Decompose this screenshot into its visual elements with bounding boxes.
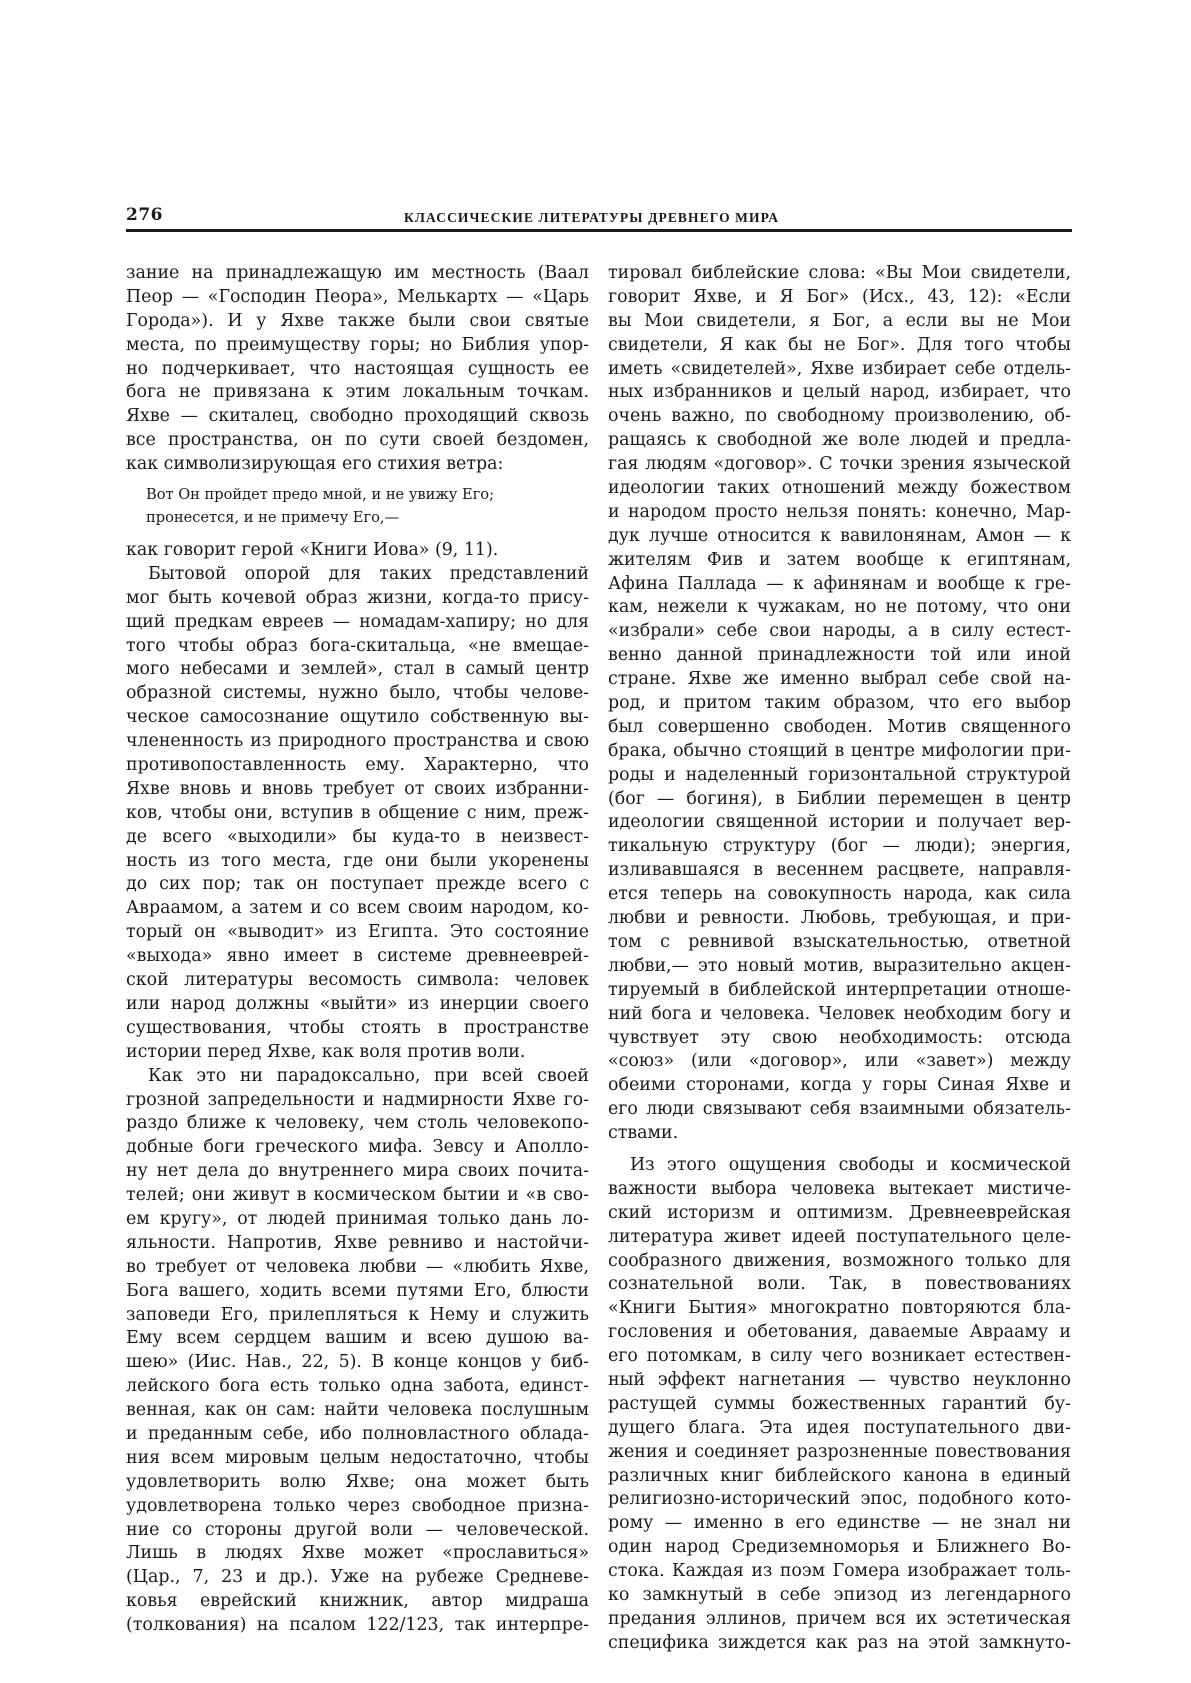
text-line: специфика зиждется как раз на этой замкнуто- [608, 1632, 1071, 1653]
text-line: бога не привязана к этим локальным точкам. [126, 382, 589, 403]
text-line: мого небесами и землей», стал в самый центр [126, 659, 589, 680]
text-line: существования, чтобы стоять в пространстве [126, 1017, 589, 1038]
left-column [126, 262, 589, 1638]
text-line: но подчеркивает, что настоящая сущность ее [126, 358, 589, 379]
text-line: удовлетворена только через свободное призна- [126, 1495, 589, 1516]
text-line: ков, чтобы они, вступив в общение с ним, преж- [126, 802, 589, 823]
text-line: как говорит герой «Книги Иова» (9, 11). [126, 540, 499, 561]
text-line: де всего «выходили» бы куда-то в неизвест- [126, 826, 589, 847]
paragraph-gap [608, 1146, 1071, 1154]
text-line: члененность из природного пространства и свою [126, 731, 589, 752]
text-line: как символизирующая его стихия ветра: [126, 454, 504, 475]
verse-line: пронесется, и не примечу Его,— [146, 509, 400, 527]
text-line: жителям Фив и затем вообще к египтянам, [608, 549, 1071, 570]
text-line: ем кругу», от людей принимая только дань ло- [126, 1208, 589, 1229]
text-line: тировал библейские слова: «Вы Мои свидетели, [608, 263, 1071, 283]
text-line: «союз» (или «договор», или «завет») между [608, 1051, 1071, 1072]
text-line: Яхве вновь и вновь требует от своих избранни- [126, 778, 589, 799]
text-line: Бога вашего, ходить всеми путями Его, блюсти [126, 1280, 589, 1301]
text-line: тикальную структуру (бог — люди); энергия, [608, 836, 1071, 857]
text-line: «избрали» себе свои народы, а в силу естест- [608, 621, 1071, 642]
text-line: (толкования) на псалом 122/123, так интерпре- [126, 1615, 589, 1636]
text-line: чувствует эту свою необходимость: отсюда [608, 1027, 1071, 1048]
paragraph [126, 563, 589, 1065]
text-line: идеологии священной истории и получает вер- [608, 812, 1071, 833]
text-line: гая людям «договор». С точки зрения языческой [608, 454, 1071, 475]
text-line: рому — именно в его единстве — не знал ни [608, 1513, 1071, 1534]
text-line: ния всем мировым целым недостаточно, чтобы [126, 1447, 589, 1468]
text-line: Авраамом, а затем и со всем своим народом, ко- [126, 898, 589, 919]
text-line: места, по преимуществу горы; но Библия упор- [126, 334, 589, 355]
text-line: все пространства, он по сути своей бездомен, [126, 430, 589, 451]
text-line: растущей суммы божественных гарантий бу- [608, 1393, 1071, 1414]
text-line: Бытовой опорой для таких представлений [148, 563, 589, 584]
text-line: один народ Средиземноморья и Ближнего Во- [608, 1537, 1071, 1558]
text-line: венно данной принадлежности той или иной [608, 645, 1071, 666]
text-line: венная, как он сам: найти человека послушным [126, 1400, 589, 1421]
text-line: религиозно-исторический эпос, подобного кото- [608, 1489, 1071, 1510]
text-line: тируемый в библейской интерпретации отноше- [608, 979, 1071, 1000]
text-line: его люди связывают себя взаимными обязатель- [608, 1099, 1071, 1120]
header-rule [126, 229, 1072, 232]
text-line: жения и соединяет разрозненные повествования [608, 1441, 1071, 1462]
text-line: различных книг библейского канона в единый [608, 1465, 1071, 1486]
text-line: ний бога и человека. Человек необходим богу и [608, 1003, 1071, 1024]
text-line: ется теперь на совокупность народа, как сила [608, 884, 1071, 905]
text-line: Яхве — скиталец, свободно проходящий сквозь [126, 406, 589, 427]
text-line: изливавшаяся в весеннем расцвете, направля- [608, 860, 1071, 881]
text-line: брака, обычно стоящий в центре мифологии при- [608, 740, 1071, 761]
right-column [608, 262, 1071, 1656]
text-line: «выхода» явно имеет в системе древнееврей- [126, 946, 589, 967]
text-line: или народ должны «выйти» из инерции своего [126, 993, 589, 1014]
text-line: предания эллинов, причем вся их эстетическая [608, 1608, 1071, 1629]
text-line: дущего блага. Эта идея поступательного дви- [608, 1417, 1071, 1438]
text-line: яльности. Напротив, Яхве ревниво и настойчи- [126, 1232, 589, 1253]
text-line: до сих пор; так он поступает прежде всего с [126, 874, 589, 895]
text-line: сообразного движения, возможного только для [608, 1250, 1071, 1271]
text-line: Лишь в людях Яхве может «прославиться» [126, 1543, 589, 1564]
text-line: ращаясь к свободной же воле людей и предла- [608, 430, 1071, 451]
text-line: лейского бога есть только одна забота, единст- [126, 1376, 589, 1397]
text-line: очень важно, по свободному произволению, об- [608, 406, 1071, 427]
text-line: свидетели, Я как бы не Бог». Для того чтобы [608, 334, 1071, 355]
text-line: иметь «свидетелей», Яхве избирает себе отдель- [608, 358, 1071, 379]
text-line: ко замкнутый в себе эпизод из легендарного [608, 1584, 1071, 1605]
text-line: раздо ближе к человеку, чем столь человекопо- [126, 1113, 589, 1134]
text-line: Города»). И у Яхве также были свои святые [126, 310, 589, 331]
text-line: вы Мои свидетели, я Бог, а если вы не Мои [608, 310, 1071, 331]
text-line: во требует от человека любви — «любить Яхве, [126, 1256, 589, 1277]
text-line: идеологии таких отношений между божеством [608, 478, 1071, 499]
text-line: ческое самосознание ощутило собственную вы- [126, 707, 589, 728]
text-line: ние со стороны другой воли — человеческой. [126, 1519, 589, 1540]
text-line: обеими сторонами, когда у горы Синая Яхве и [608, 1075, 1071, 1096]
text-line: литература живет идеей поступательного целе- [608, 1226, 1071, 1247]
text-line: Ему всем сердцем вашим и всею душою ва- [126, 1328, 589, 1349]
text-line: любви,— это новый мотив, выразительно акцен- [608, 955, 1071, 976]
text-line: стока. Каждая из поэм Гомера изображает толь- [608, 1561, 1071, 1582]
text-line: и преданным себе, ибо полновластного облада- [126, 1423, 589, 1444]
text-line: род, и притом таким образом, что его выбор [608, 693, 1071, 714]
text-line: щий предкам евреев — номадам-хапиру; но для [126, 611, 589, 632]
text-line: зание на принадлежащую им местность (Ваал [126, 263, 589, 283]
text-line: и народом просто нельзя понять: конечно, Мар- [608, 501, 1071, 522]
text-line: ской литературы весомость символа: человек [126, 970, 589, 991]
text-line: ный эффект нагнетания — чувство неуклонно [608, 1369, 1071, 1390]
text-line: шею» (Иис. Нав., 22, 5). В конце концов у биб- [126, 1352, 589, 1373]
text-line: кам, нежели к чужакам, но не потому, что они [608, 597, 1071, 618]
text-line: противопоставленность ему. Характерно, что [126, 755, 589, 776]
text-line: (Цар., 7, 23 и др.). Уже на рубеже Средневе- [126, 1567, 589, 1588]
text-line: Из этого ощущения свободы и космической [630, 1154, 1071, 1175]
text-line: стране. Яхве же именно выбрал себе свой на- [608, 669, 1071, 690]
text-line: сознательной воли. Так, в повествованиях [608, 1274, 1071, 1295]
running-head-title: КЛАССИЧЕСКИЕ ЛИТЕРАТУРЫ ДРЕВНЕГО МИРА [404, 210, 780, 225]
text-line: Как это ни парадоксально, при всей своей [148, 1065, 589, 1086]
text-line: его потомкам, в силу чего возникает естествен- [608, 1346, 1071, 1367]
text-line: заповеди Его, прилепляться к Нему и служить [126, 1304, 589, 1325]
text-line: ствами. [608, 1123, 679, 1144]
text-line: истории перед Яхве, как воля против воли. [126, 1041, 526, 1062]
verse-quote [126, 483, 589, 529]
text-line: телей; они живут в космическом бытии и «в сво- [126, 1185, 589, 1206]
text-line: говорит Яхве, и Я Бог» (Исх., 43, 12): «Если [608, 286, 1071, 307]
text-line: Афина Паллада — к афинянам и вообще к гре- [608, 573, 1071, 594]
paragraph [126, 262, 589, 477]
text-line: Пеор — «Господин Пеора», Мелькартх — «Царь [126, 286, 589, 307]
verse-line: Вот Он пройдет предо мной, и не увижу Его; [146, 486, 495, 504]
paragraph [608, 1154, 1071, 1656]
text-line: ных избранников и целый народ, избирает, что [608, 382, 1071, 403]
text-line: дук лучше относится к вавилонянам, Амон — к [608, 525, 1071, 546]
paragraph [126, 1065, 589, 1638]
text-line: добные боги греческого мифа. Зевсу и Аполло- [126, 1137, 589, 1158]
text-line: важности выбора человека вытекает мистиче- [608, 1178, 1071, 1199]
text-line: мог быть кочевой образ жизни, когда-то прису- [126, 587, 589, 608]
text-line: ский историзм и оптимизм. Древнееврейская [608, 1202, 1071, 1223]
text-line: образной системы, нужно было, чтобы челове- [126, 683, 589, 704]
text-line: том с ревнивой взыскательностью, ответной [608, 931, 1071, 952]
text-line: ность из того места, где они были укоренены [126, 850, 589, 871]
text-line: того чтобы образ бога-скитальца, «не вмещае- [126, 635, 589, 656]
page-number: 276 [126, 205, 163, 225]
text-line: удовлетворить волю Яхве; она может быть [126, 1471, 589, 1492]
text-line: (бог — богиня), в Библии перемещен в центр [608, 788, 1071, 809]
text-line: ковья еврейский книжник, автор мидраша [126, 1591, 589, 1612]
text-line: грозной запредельности и надмирности Яхве го- [126, 1089, 589, 1110]
text-line: гословения и обетования, даваемые Аврааму и [608, 1322, 1071, 1343]
paragraph [608, 262, 1071, 1146]
text-line: ну нет дела до внутреннего мира своих почита- [126, 1161, 589, 1182]
text-line: роды и наделенный горизонтальной структурой [608, 764, 1071, 785]
text-line: был совершенно свободен. Мотив священного [608, 716, 1071, 737]
text-line: любви и ревности. Любовь, требующая, и при- [608, 908, 1071, 929]
text-line: «Книги Бытия» многократно повторяются бла- [608, 1298, 1071, 1319]
text-line: торый он «выводит» из Египта. Это состояние [126, 922, 589, 943]
